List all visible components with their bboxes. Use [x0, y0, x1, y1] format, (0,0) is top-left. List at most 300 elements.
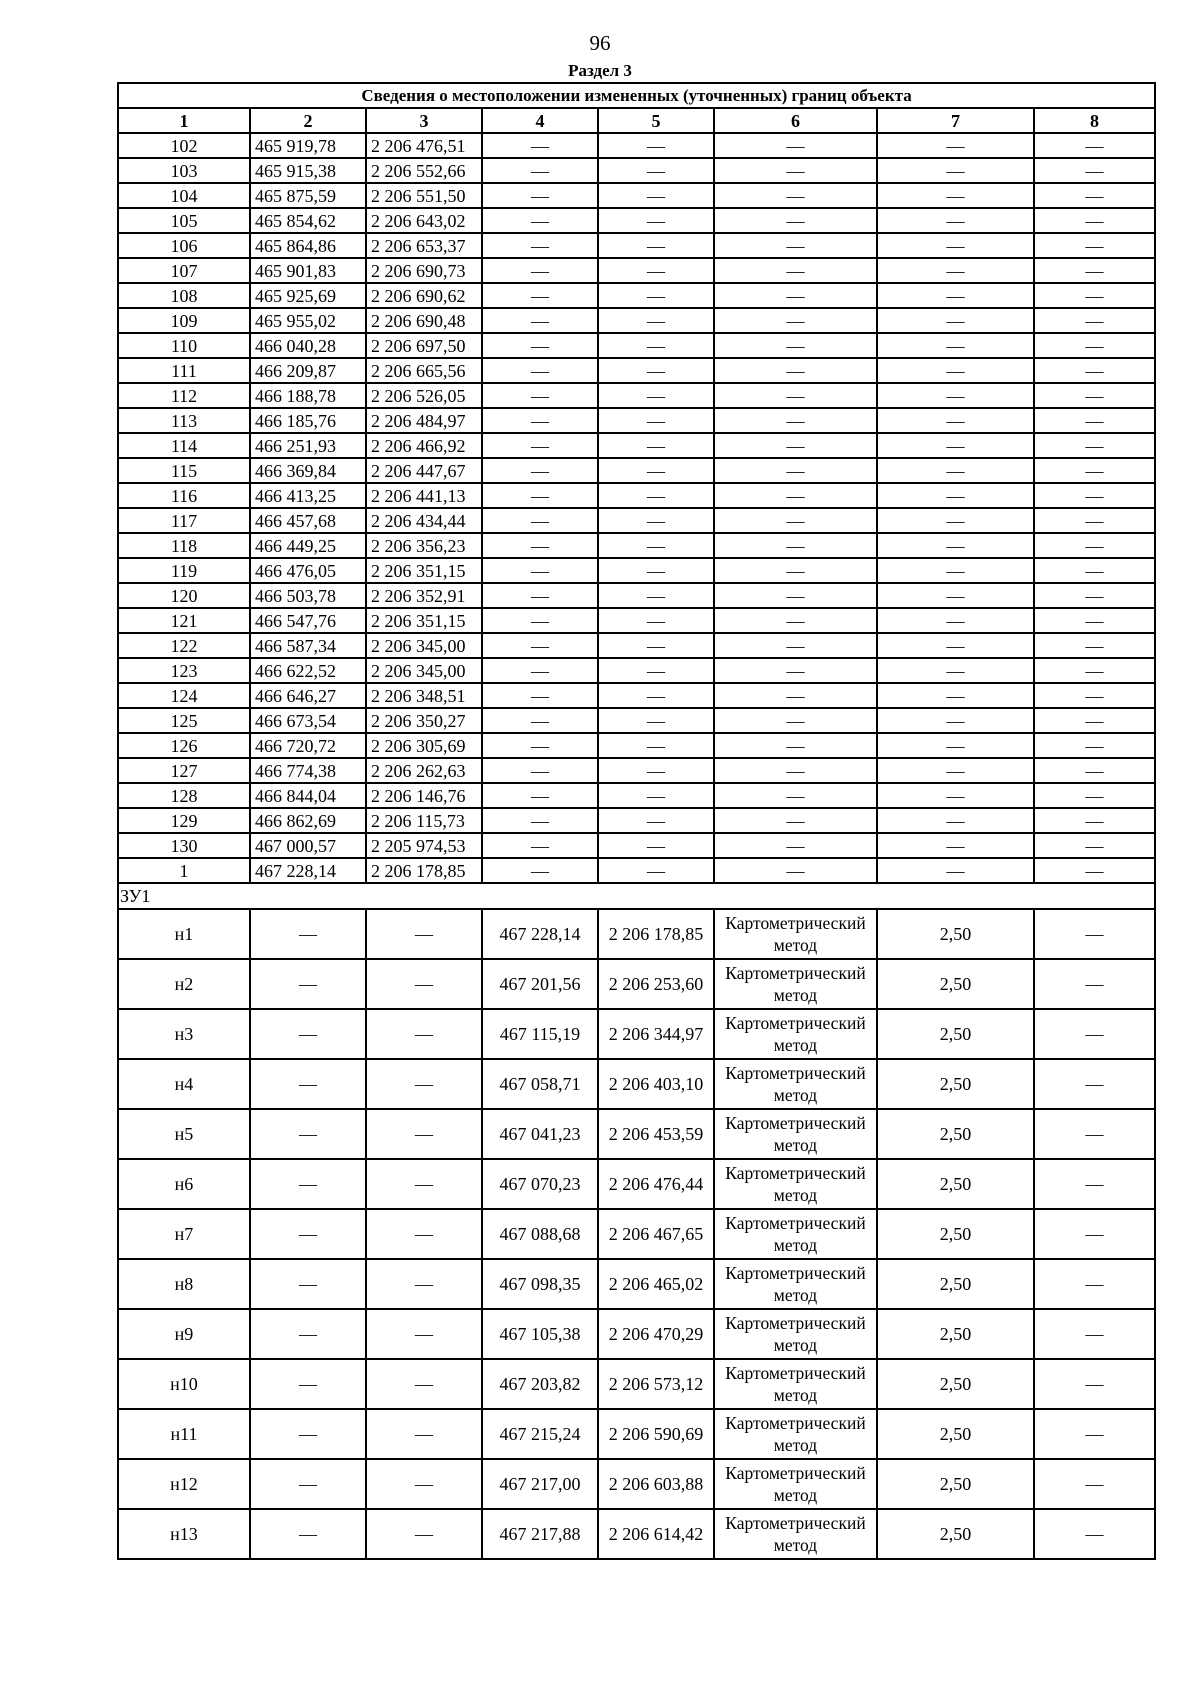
dash-cell: —	[877, 508, 1034, 533]
coord-x: 466 622,52	[250, 658, 366, 683]
dash-cell: —	[482, 508, 598, 533]
point-number: 127	[118, 758, 250, 783]
dash-cell: —	[1034, 1509, 1155, 1559]
dash-cell: —	[714, 633, 877, 658]
accuracy: 2,50	[877, 1209, 1034, 1259]
dash-cell: —	[250, 1309, 366, 1359]
dash-cell: —	[598, 158, 714, 183]
dash-cell: —	[1034, 158, 1155, 183]
dash-cell: —	[1034, 358, 1155, 383]
dash-cell: —	[714, 233, 877, 258]
coord-y: 2 206 262,63	[366, 758, 482, 783]
coord-x: 466 457,68	[250, 508, 366, 533]
dash-cell: —	[877, 858, 1034, 883]
point-number: 102	[118, 133, 250, 158]
dash-cell: —	[482, 333, 598, 358]
coord-x: 466 413,25	[250, 483, 366, 508]
coord-y: 2 206 476,51	[366, 133, 482, 158]
dash-cell: —	[1034, 633, 1155, 658]
dash-cell: —	[482, 733, 598, 758]
dash-cell: —	[1034, 258, 1155, 283]
dash-cell: —	[877, 408, 1034, 433]
coord-y: 2 206 643,02	[366, 208, 482, 233]
table-row	[118, 408, 1155, 433]
table-row	[118, 608, 1155, 633]
coord-y: 2 206 573,12	[598, 1359, 714, 1409]
coord-x: 466 449,25	[250, 533, 366, 558]
dash-cell: —	[250, 1259, 366, 1309]
dash-cell: —	[1034, 1459, 1155, 1509]
dash-cell: —	[366, 1309, 482, 1359]
table-row	[118, 508, 1155, 533]
coord-x: 467 105,38	[482, 1309, 598, 1359]
dash-cell: —	[877, 608, 1034, 633]
accuracy: 2,50	[877, 1159, 1034, 1209]
point-number: н7	[118, 1209, 250, 1259]
coord-x: 466 862,69	[250, 808, 366, 833]
dash-cell: —	[598, 483, 714, 508]
dash-cell: —	[877, 758, 1034, 783]
table-row	[118, 383, 1155, 408]
accuracy: 2,50	[877, 1359, 1034, 1409]
point-number: 121	[118, 608, 250, 633]
coord-x: 467 058,71	[482, 1059, 598, 1109]
dash-cell: —	[1034, 183, 1155, 208]
point-number: н12	[118, 1459, 250, 1509]
dash-cell: —	[250, 1009, 366, 1059]
coord-y: 2 206 665,56	[366, 358, 482, 383]
point-number: 1	[118, 858, 250, 883]
coord-x: 466 587,34	[250, 633, 366, 658]
dash-cell: —	[482, 533, 598, 558]
dash-cell: —	[1034, 1309, 1155, 1359]
dash-cell: —	[366, 1009, 482, 1059]
point-number: н10	[118, 1359, 250, 1409]
table-row	[118, 308, 1155, 333]
dash-cell: —	[1034, 583, 1155, 608]
point-number: 124	[118, 683, 250, 708]
coord-y: 2 206 351,15	[366, 608, 482, 633]
table-row	[118, 258, 1155, 283]
point-number: 119	[118, 558, 250, 583]
accuracy: 2,50	[877, 1109, 1034, 1159]
dash-cell: —	[714, 283, 877, 308]
method: Картометрический метод	[714, 1409, 877, 1459]
dash-cell: —	[250, 1409, 366, 1459]
coord-x: 465 919,78	[250, 133, 366, 158]
coord-x: 467 215,24	[482, 1409, 598, 1459]
dash-cell: —	[482, 783, 598, 808]
dash-cell: —	[250, 1459, 366, 1509]
dash-cell: —	[598, 183, 714, 208]
table-row	[118, 708, 1155, 733]
dash-cell: —	[366, 959, 482, 1009]
group-row	[118, 883, 1155, 909]
coord-y: 2 206 178,85	[598, 909, 714, 959]
coord-y: 2 206 690,62	[366, 283, 482, 308]
dash-cell: —	[877, 483, 1034, 508]
dash-cell: —	[598, 333, 714, 358]
dash-cell: —	[482, 708, 598, 733]
coord-x: 466 188,78	[250, 383, 366, 408]
dash-cell: —	[714, 783, 877, 808]
dash-cell: —	[366, 1359, 482, 1409]
dash-cell: —	[598, 133, 714, 158]
coord-y: 2 206 551,50	[366, 183, 482, 208]
dash-cell: —	[482, 633, 598, 658]
dash-cell: —	[250, 1059, 366, 1109]
coord-y: 2 206 690,73	[366, 258, 482, 283]
dash-cell: —	[598, 558, 714, 583]
point-number: 107	[118, 258, 250, 283]
dash-cell: —	[1034, 208, 1155, 233]
dash-cell: —	[1034, 658, 1155, 683]
coord-y: 2 206 603,88	[598, 1459, 714, 1509]
dash-cell: —	[1034, 558, 1155, 583]
dash-cell: —	[482, 383, 598, 408]
dash-cell: —	[598, 758, 714, 783]
dash-cell: —	[482, 558, 598, 583]
accuracy: 2,50	[877, 1009, 1034, 1059]
dash-cell: —	[714, 158, 877, 183]
dash-cell: —	[482, 308, 598, 333]
point-number: 112	[118, 383, 250, 408]
dash-cell: —	[877, 133, 1034, 158]
dash-cell: —	[877, 533, 1034, 558]
dash-cell: —	[1034, 909, 1155, 959]
point-number: н1	[118, 909, 250, 959]
accuracy: 2,50	[877, 1259, 1034, 1309]
dash-cell: —	[877, 233, 1034, 258]
dash-cell: —	[598, 508, 714, 533]
dash-cell: —	[1034, 708, 1155, 733]
column-header: 3	[366, 108, 482, 133]
dash-cell: —	[482, 183, 598, 208]
column-header: 1	[118, 108, 250, 133]
coord-x: 467 088,68	[482, 1209, 598, 1259]
table-row	[118, 733, 1155, 758]
coord-x: 466 476,05	[250, 558, 366, 583]
dash-cell: —	[366, 1059, 482, 1109]
dash-cell: —	[714, 508, 877, 533]
point-number: 123	[118, 658, 250, 683]
coord-x: 467 201,56	[482, 959, 598, 1009]
dash-cell: —	[366, 1459, 482, 1509]
coord-y: 2 206 115,73	[366, 808, 482, 833]
dash-cell: —	[714, 858, 877, 883]
column-header: 5	[598, 108, 714, 133]
dash-cell: —	[482, 258, 598, 283]
dash-cell: —	[1034, 1359, 1155, 1409]
dash-cell: —	[482, 458, 598, 483]
method: Картометрический метод	[714, 1509, 877, 1559]
coord-x: 467 041,23	[482, 1109, 598, 1159]
point-number: 122	[118, 633, 250, 658]
coord-y: 2 206 344,97	[598, 1009, 714, 1059]
dash-cell: —	[250, 909, 366, 959]
dash-cell: —	[598, 733, 714, 758]
coord-y: 2 206 690,48	[366, 308, 482, 333]
dash-cell: —	[1034, 1059, 1155, 1109]
dash-cell: —	[714, 758, 877, 783]
coord-x: 465 864,86	[250, 233, 366, 258]
point-number: 130	[118, 833, 250, 858]
dash-cell: —	[598, 533, 714, 558]
dash-cell: —	[598, 708, 714, 733]
method: Картометрический метод	[714, 1009, 877, 1059]
dash-cell: —	[714, 483, 877, 508]
coord-x: 467 217,00	[482, 1459, 598, 1509]
point-number: н6	[118, 1159, 250, 1209]
column-header: 4	[482, 108, 598, 133]
table-row	[118, 658, 1155, 683]
coord-x: 465 925,69	[250, 283, 366, 308]
coord-y: 2 206 350,27	[366, 708, 482, 733]
column-header: 2	[250, 108, 366, 133]
coord-y: 2 206 178,85	[366, 858, 482, 883]
dash-cell: —	[1034, 508, 1155, 533]
coord-y: 2 206 351,15	[366, 558, 482, 583]
coord-y: 2 206 465,02	[598, 1259, 714, 1309]
accuracy: 2,50	[877, 1459, 1034, 1509]
dash-cell: —	[877, 383, 1034, 408]
coord-x: 466 185,76	[250, 408, 366, 433]
dash-cell: —	[598, 358, 714, 383]
table-row	[118, 783, 1155, 808]
dash-cell: —	[877, 733, 1034, 758]
table-row	[118, 333, 1155, 358]
coord-y: 2 206 697,50	[366, 333, 482, 358]
dash-cell: —	[1034, 308, 1155, 333]
table-row	[118, 1159, 1155, 1209]
dash-cell: —	[482, 658, 598, 683]
dash-cell: —	[714, 533, 877, 558]
table-row	[118, 558, 1155, 583]
table-row	[118, 583, 1155, 608]
page-number: 96	[589, 31, 611, 55]
dash-cell: —	[877, 683, 1034, 708]
dash-cell: —	[598, 208, 714, 233]
dash-cell: —	[482, 858, 598, 883]
point-number: н5	[118, 1109, 250, 1159]
point-number: 120	[118, 583, 250, 608]
coord-y: 2 206 403,10	[598, 1059, 714, 1109]
dash-cell: —	[877, 583, 1034, 608]
table-row	[118, 158, 1155, 183]
coord-x: 467 070,23	[482, 1159, 598, 1209]
point-number: н13	[118, 1509, 250, 1559]
point-number: 109	[118, 308, 250, 333]
coord-x: 465 875,59	[250, 183, 366, 208]
table-body	[118, 83, 1155, 1559]
table-row	[118, 1109, 1155, 1159]
coord-x: 467 228,14	[250, 858, 366, 883]
dash-cell: —	[1034, 608, 1155, 633]
dash-cell: —	[1034, 383, 1155, 408]
dash-cell: —	[1034, 233, 1155, 258]
table-row	[118, 1509, 1155, 1559]
coord-y: 2 206 467,65	[598, 1209, 714, 1259]
point-number: 115	[118, 458, 250, 483]
dash-cell: —	[250, 1359, 366, 1409]
dash-cell: —	[714, 433, 877, 458]
point-number: н3	[118, 1009, 250, 1059]
method: Картометрический метод	[714, 959, 877, 1009]
coord-x: 466 503,78	[250, 583, 366, 608]
table-row	[118, 909, 1155, 959]
table-row	[118, 433, 1155, 458]
coord-x: 466 547,76	[250, 608, 366, 633]
dash-cell: —	[714, 683, 877, 708]
method: Картометрический метод	[714, 1059, 877, 1109]
dash-cell: —	[1034, 1409, 1155, 1459]
table-row	[118, 1359, 1155, 1409]
dash-cell: —	[250, 1209, 366, 1259]
dash-cell: —	[877, 208, 1034, 233]
dash-cell: —	[877, 283, 1034, 308]
dash-cell: —	[877, 458, 1034, 483]
dash-cell: —	[714, 258, 877, 283]
coord-x: 466 844,04	[250, 783, 366, 808]
coord-y: 2 206 345,00	[366, 633, 482, 658]
table-row	[118, 233, 1155, 258]
dash-cell: —	[598, 233, 714, 258]
section-title: Раздел 3	[568, 61, 632, 80]
dash-cell: —	[1034, 959, 1155, 1009]
table-row	[118, 833, 1155, 858]
coord-y: 2 206 447,67	[366, 458, 482, 483]
coord-x: 466 209,87	[250, 358, 366, 383]
column-header: 6	[714, 108, 877, 133]
dash-cell: —	[714, 383, 877, 408]
table-row	[118, 183, 1155, 208]
dash-cell: —	[598, 433, 714, 458]
accuracy: 2,50	[877, 1409, 1034, 1459]
table-row	[118, 1259, 1155, 1309]
accuracy: 2,50	[877, 1509, 1034, 1559]
dash-cell: —	[1034, 133, 1155, 158]
point-number: 125	[118, 708, 250, 733]
method: Картометрический метод	[714, 1459, 877, 1509]
point-number: 117	[118, 508, 250, 533]
dash-cell: —	[482, 208, 598, 233]
dash-cell: —	[714, 133, 877, 158]
point-number: н2	[118, 959, 250, 1009]
dash-cell: —	[877, 658, 1034, 683]
dash-cell: —	[250, 1509, 366, 1559]
method: Картометрический метод	[714, 1359, 877, 1409]
dash-cell: —	[714, 558, 877, 583]
dash-cell: —	[482, 833, 598, 858]
dash-cell: —	[598, 383, 714, 408]
table-row	[118, 683, 1155, 708]
dash-cell: —	[482, 583, 598, 608]
dash-cell: —	[714, 833, 877, 858]
coord-x: 465 901,83	[250, 258, 366, 283]
caption-row	[118, 83, 1155, 108]
accuracy: 2,50	[877, 959, 1034, 1009]
dash-cell: —	[1034, 533, 1155, 558]
point-number: 104	[118, 183, 250, 208]
dash-cell: —	[877, 258, 1034, 283]
dash-cell: —	[1034, 758, 1155, 783]
dash-cell: —	[714, 708, 877, 733]
table-row	[118, 1009, 1155, 1059]
dash-cell: —	[1034, 1209, 1155, 1259]
dash-cell: —	[482, 758, 598, 783]
dash-cell: —	[714, 583, 877, 608]
dash-cell: —	[1034, 858, 1155, 883]
point-number: 113	[118, 408, 250, 433]
dash-cell: —	[598, 308, 714, 333]
dash-cell: —	[482, 608, 598, 633]
dash-cell: —	[714, 733, 877, 758]
table-row	[118, 133, 1155, 158]
dash-cell: —	[598, 783, 714, 808]
coord-x: 465 955,02	[250, 308, 366, 333]
dash-cell: —	[877, 708, 1034, 733]
table-row	[118, 533, 1155, 558]
method: Картометрический метод	[714, 909, 877, 959]
table-row	[118, 858, 1155, 883]
dash-cell: —	[598, 458, 714, 483]
coord-y: 2 206 348,51	[366, 683, 482, 708]
dash-cell: —	[1034, 683, 1155, 708]
coord-y: 2 206 484,97	[366, 408, 482, 433]
point-number: 116	[118, 483, 250, 508]
dash-cell: —	[714, 808, 877, 833]
point-number: 114	[118, 433, 250, 458]
dash-cell: —	[714, 183, 877, 208]
table-row	[118, 483, 1155, 508]
dash-cell: —	[250, 959, 366, 1009]
dash-cell: —	[482, 433, 598, 458]
coord-x: 466 673,54	[250, 708, 366, 733]
dash-cell: —	[1034, 1009, 1155, 1059]
dash-cell: —	[1034, 458, 1155, 483]
dash-cell: —	[366, 1209, 482, 1259]
dash-cell: —	[1034, 833, 1155, 858]
coord-x: 466 720,72	[250, 733, 366, 758]
coord-x: 467 203,82	[482, 1359, 598, 1409]
table-row	[118, 1059, 1155, 1109]
coord-y: 2 206 476,44	[598, 1159, 714, 1209]
coord-x: 466 040,28	[250, 333, 366, 358]
point-number: 103	[118, 158, 250, 183]
coord-y: 2 206 305,69	[366, 733, 482, 758]
method: Картометрический метод	[714, 1209, 877, 1259]
coord-y: 2 206 653,37	[366, 233, 482, 258]
coord-x: 465 915,38	[250, 158, 366, 183]
method: Картометрический метод	[714, 1259, 877, 1309]
dash-cell: —	[877, 633, 1034, 658]
dash-cell: —	[877, 433, 1034, 458]
dash-cell: —	[877, 183, 1034, 208]
point-number: н9	[118, 1309, 250, 1359]
dash-cell: —	[366, 1509, 482, 1559]
dash-cell: —	[877, 783, 1034, 808]
dash-cell: —	[482, 133, 598, 158]
coord-y: 2 206 434,44	[366, 508, 482, 533]
dash-cell: —	[1034, 783, 1155, 808]
dash-cell: —	[598, 633, 714, 658]
coord-x: 466 774,38	[250, 758, 366, 783]
coord-x: 467 000,57	[250, 833, 366, 858]
point-number: 105	[118, 208, 250, 233]
dash-cell: —	[366, 909, 482, 959]
table-caption: Сведения о местоположении измененных (уточненных) границ объекта	[118, 83, 1155, 108]
dash-cell: —	[482, 358, 598, 383]
